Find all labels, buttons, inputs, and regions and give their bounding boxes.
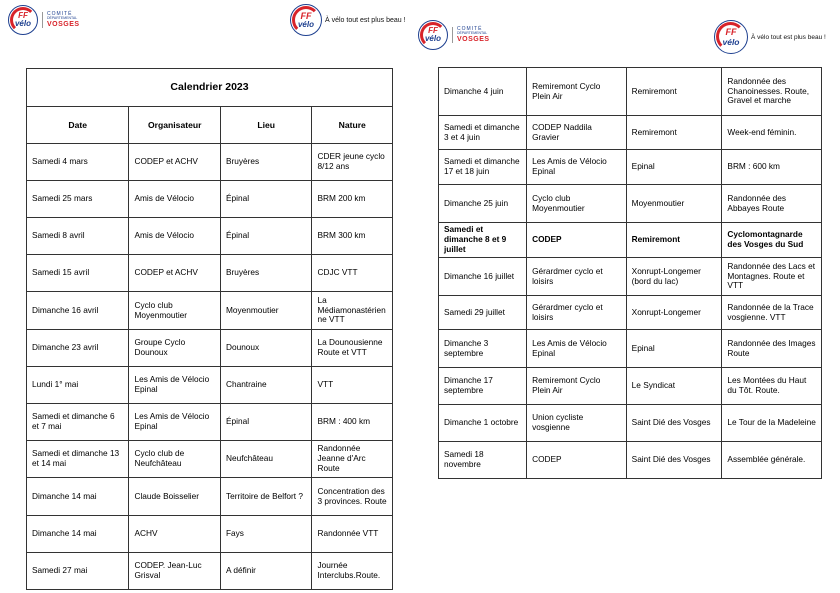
cell-nature: Journée Interclubs.Route.: [312, 553, 393, 590]
cell-nature: Randonnée des Abbayes Route: [722, 185, 822, 223]
ffvelo-emblem-icon: FF vélo: [290, 4, 322, 36]
table-row: [439, 368, 822, 405]
calendar-table-right: [438, 67, 822, 479]
cell-nature: Assemblée générale.: [722, 442, 822, 479]
cell-lieu: Bruyères: [220, 255, 312, 292]
column-header-lieu: Lieu: [220, 107, 312, 144]
calendar-title: Calendrier 2023: [27, 69, 393, 107]
cell-nature: Randonnée des Images Route: [722, 330, 822, 368]
cell-nature: Week-end féminin.: [722, 116, 822, 150]
column-header-nature: Nature: [312, 107, 393, 144]
column-header-organisateur: Organisateur: [129, 107, 221, 144]
table-row: [27, 367, 393, 404]
cell-nature: Randonnée des Chanoinesses. Route, Gravel et marche: [722, 68, 822, 116]
cell-organisateur: Cyclo club Moyenmoutier: [527, 185, 627, 223]
cell-nature: Randonnée VTT: [312, 516, 393, 553]
ffvelo-emblem-icon: FF vélo: [418, 20, 448, 50]
cell-nature: CDJC VTT: [312, 255, 393, 292]
cell-date: Samedi et dimanche 17 et 18 juin: [439, 150, 527, 185]
cell-organisateur: Remiremont Cyclo Plein Air: [527, 68, 627, 116]
table-row: [27, 144, 393, 181]
table-row: [439, 223, 822, 258]
cell-nature: VTT: [312, 367, 393, 404]
slogan-text: À vélo tout est plus beau !: [751, 33, 826, 41]
cell-nature: Les Montées du Haut du Tôt. Route.: [722, 368, 822, 405]
cell-nature: BRM 300 km: [312, 218, 393, 255]
slogan-text: À vélo tout est plus beau !: [325, 16, 406, 24]
cell-lieu: Bruyères: [220, 144, 312, 181]
cell-nature: Randonnée de la Trace vosgienne. VTT: [722, 296, 822, 330]
cell-date: Samedi 18 novembre: [439, 442, 527, 479]
cell-date: Samedi et dimanche 13 et 14 mai: [27, 441, 129, 478]
cell-organisateur: Les Amis de Vélocio Epinal: [129, 367, 221, 404]
cell-organisateur: Remiremont Cyclo Plein Air: [527, 368, 627, 405]
cell-date: Samedi et dimanche 6 et 7 mai: [27, 404, 129, 441]
cell-date: Samedi 25 mars: [27, 181, 129, 218]
cell-organisateur: CODEP: [527, 442, 627, 479]
cell-organisateur: Amis de Vélocio: [129, 181, 221, 218]
ffvelo-logo-right: [714, 20, 826, 54]
cell-nature: Concentration des 3 provinces. Route: [312, 478, 393, 516]
cell-lieu: Épinal: [220, 404, 312, 441]
cell-lieu: Epinal: [626, 330, 722, 368]
table-row: [27, 404, 393, 441]
cell-lieu: Épinal: [220, 218, 312, 255]
cell-organisateur: Cyclo club de Neufchâteau: [129, 441, 221, 478]
cell-organisateur: CODEP: [527, 223, 627, 258]
comite-logo-left: [8, 5, 80, 35]
cell-date: Samedi 8 avril: [27, 218, 129, 255]
comite-logo-right: [418, 20, 490, 50]
cell-nature: Cyclomontagnarde des Vosges du Sud: [722, 223, 822, 258]
table-row: [439, 405, 822, 442]
table-row: [27, 441, 393, 478]
cell-date: Dimanche 16 juillet: [439, 258, 527, 296]
table-row: [439, 116, 822, 150]
cell-lieu: Épinal: [220, 181, 312, 218]
cell-date: Dimanche 23 avril: [27, 330, 129, 367]
cell-nature: Randonnée Jeanne d'Arc Route: [312, 441, 393, 478]
cell-date: Samedi et dimanche 8 et 9 juillet: [439, 223, 527, 258]
comite-label: COMITÉ DÉPARTEMENTAL VOSGES: [42, 12, 80, 28]
cell-organisateur: Groupe Cyclo Dounoux: [129, 330, 221, 367]
cell-date: Dimanche 25 juin: [439, 185, 527, 223]
calendar-table-left: [26, 68, 393, 590]
cell-nature: La Dounousienne Route et VTT: [312, 330, 393, 367]
cell-lieu: Xonrupt-Longemer (bord du lac): [626, 258, 722, 296]
table-row: [439, 442, 822, 479]
cell-date: Dimanche 16 avril: [27, 292, 129, 330]
table-row: [27, 516, 393, 553]
table-row: [439, 185, 822, 223]
cell-organisateur: Les Amis de Vélocio Epinal: [129, 404, 221, 441]
table-row: [27, 330, 393, 367]
table-row: [27, 181, 393, 218]
table-row: [27, 218, 393, 255]
cell-nature: La Médiamonastérienne VTT: [312, 292, 393, 330]
table-row: [439, 296, 822, 330]
cell-date: Samedi 27 mai: [27, 553, 129, 590]
cell-lieu: Territoire de Belfort ?: [220, 478, 312, 516]
table-row: [27, 255, 393, 292]
cell-date: Samedi et dimanche 3 et 4 juin: [439, 116, 527, 150]
cell-date: Lundi 1° mai: [27, 367, 129, 404]
cell-lieu: Dounoux: [220, 330, 312, 367]
cell-lieu: Xonrupt-Longemer: [626, 296, 722, 330]
table-row: [27, 292, 393, 330]
cell-date: Dimanche 3 septembre: [439, 330, 527, 368]
cell-date: Samedi 15 avril: [27, 255, 129, 292]
cell-nature: Le Tour de la Madeleine: [722, 405, 822, 442]
comite-label: COMITÉ DÉPARTEMENTAL VOSGES: [452, 27, 490, 43]
cell-date: Dimanche 14 mai: [27, 478, 129, 516]
cell-date: Dimanche 17 septembre: [439, 368, 527, 405]
cell-nature: Randonnée des Lacs et Montagnes. Route et VTT: [722, 258, 822, 296]
cell-nature: BRM 200 km: [312, 181, 393, 218]
cell-organisateur: CODEP. Jean-Luc Grisval: [129, 553, 221, 590]
cell-lieu: A définir: [220, 553, 312, 590]
cell-lieu: Fays: [220, 516, 312, 553]
table-row: [27, 553, 393, 590]
cell-date: Dimanche 1 octobre: [439, 405, 527, 442]
column-header-date: Date: [27, 107, 129, 144]
cell-lieu: Chantraine: [220, 367, 312, 404]
table-row: [439, 330, 822, 368]
ffvelo-emblem-icon: FF vélo: [8, 5, 38, 35]
cell-nature: BRM : 600 km: [722, 150, 822, 185]
cell-date: Samedi 29 juillet: [439, 296, 527, 330]
cell-organisateur: Amis de Vélocio: [129, 218, 221, 255]
cell-organisateur: Cyclo club Moyenmoutier: [129, 292, 221, 330]
cell-date: Samedi 4 mars: [27, 144, 129, 181]
cell-lieu: Saint Dié des Vosges: [626, 442, 722, 479]
cell-nature: CDER jeune cyclo 8/12 ans: [312, 144, 393, 181]
cell-lieu: Epinal: [626, 150, 722, 185]
cell-lieu: Le Syndicat: [626, 368, 722, 405]
table-row: [27, 478, 393, 516]
cell-organisateur: Union cycliste vosgienne: [527, 405, 627, 442]
cell-organisateur: Claude Boisselier: [129, 478, 221, 516]
table-row: [439, 258, 822, 296]
cell-lieu: Remiremont: [626, 116, 722, 150]
cell-lieu: Remiremont: [626, 68, 722, 116]
cell-organisateur: CODEP et ACHV: [129, 144, 221, 181]
cell-date: Dimanche 4 juin: [439, 68, 527, 116]
table-row: [439, 150, 822, 185]
cell-lieu: Saint Dié des Vosges: [626, 405, 722, 442]
cell-lieu: Moyenmoutier: [626, 185, 722, 223]
cell-organisateur: CODEP et ACHV: [129, 255, 221, 292]
cell-nature: BRM : 400 km: [312, 404, 393, 441]
cell-organisateur: ACHV: [129, 516, 221, 553]
cell-lieu: Remiremont: [626, 223, 722, 258]
ffvelo-logo-left: [290, 4, 406, 36]
cell-lieu: Neufchâteau: [220, 441, 312, 478]
cell-organisateur: CODEP Naddila Gravier: [527, 116, 627, 150]
cell-lieu: Moyenmoutier: [220, 292, 312, 330]
table-row: [439, 68, 822, 116]
cell-organisateur: Gérardmer cyclo et loisirs: [527, 258, 627, 296]
cell-organisateur: Les Amis de Vélocio Epinal: [527, 330, 627, 368]
cell-date: Dimanche 14 mai: [27, 516, 129, 553]
cell-organisateur: Gérardmer cyclo et loisirs: [527, 296, 627, 330]
cell-organisateur: Les Amis de Vélocio Epinal: [527, 150, 627, 185]
ffvelo-emblem-icon: FF vélo: [714, 20, 748, 54]
